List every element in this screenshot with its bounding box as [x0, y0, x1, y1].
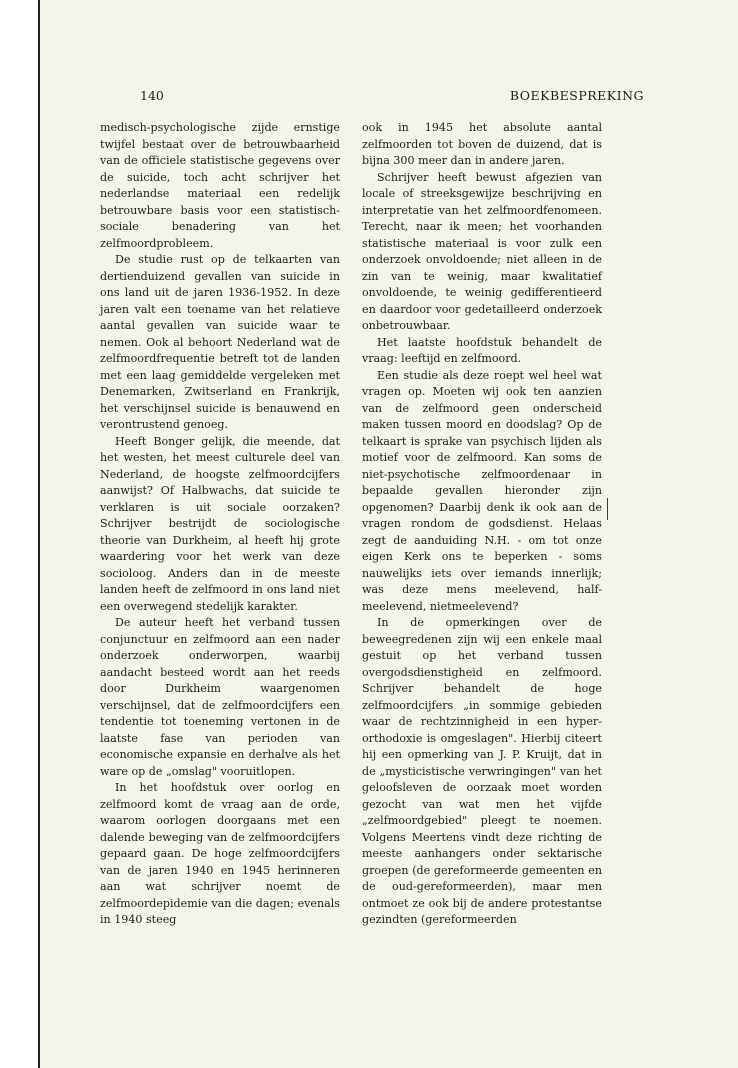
paragraph: ook in 1945 het absolute aantal zelfmoorden tot boven de duizend, dat is bijna 300 meer dan in andere jaren.	[362, 121, 602, 167]
running-title: BOEKBESPREKING	[509, 88, 644, 103]
paragraph: In de opmerkingen over de beweegredenen zijn wij een enkele maal gestuit op het verband tussen overgodsdienstigheid en zelfmoord. Schrijver behandelt de hoge zelfmoordcijfers „in sommige gebieden waar de rechtzinnigheid in een hyper-orthodoxie is omgeslagen". Hierbij citeert hij een opmerking van J. P. Kruijt, dat in de „mysticistische verwringingen" van het geloofsleven de oorzaak moet worden gezocht van wat men het vijfde „zelfmoordgebied" pleegt te noemen. Volgens Meertens vindt deze richting de meeste aanhangers onder sektarische groepen (de gereformeerde gemeenten en de oud-gereformeerden), maar men ontmoet ze ook bij de andere protestantse gezindten (gereformeerden	[362, 616, 602, 926]
paragraph: Heeft Bonger gelijk, die meende, dat het westen, het meest culturele deel van Nederland, de hoogste zelfmoordcijfers aanwijst? Of Halbwachs, dat suicide te verklaren is uit sociale oorzaken? Schrijver bestrijdt de sociologische theorie van Durkheim, al heeft hij grote waardering voor het werk van deze socioloog. Anders dan in de meeste landen heeft de zelfmoord in ons land niet een overwegend stedelijk karakter.	[100, 434, 340, 613]
paragraph: Schrijver heeft bewust afgezien van locale of streeksgewijze beschrijving en interpretatie van het zelfmoordfenomeen. Terecht, naar ik meen; het voorhanden statistische materiaal is voor zulk een onderzoek onvoldoende; niet alleen in de zin van te weinig, maar kwalitatief onvoldoende, te weinig gedifferentieerd en daardoor voor gedetailleerd onderzoek onbetrouwbaar.	[362, 170, 602, 332]
paragraph: Een studie als deze roept wel heel wat vragen op. Moeten wij ook ten aanzien van de zelfmoord geen onderscheid maken tussen moord en doodslag? Op de telkaart is sprake van psychisch lijden als motief voor de zelfmoord. Kan soms de niet-psychotische zelfmoordenaar in bepaalde gevallen hieronder zijn opgenomen? Daarbij denk ik ook aan de vragen rondom de godsdienst. Helaas zegt de aanduiding N.H. - om tot onze eigen Kerk ons te beperken - soms nauwelijks iets over iemands innerlijk; was deze mens meelevend, half-meelevend, nietmeelevend?	[362, 368, 602, 613]
paragraph: medisch-psychologische zijde ernstige twijfel bestaat over de betrouwbaarheid van de officiele statistische gegevens over de suicide, toch acht schrijver het nederlandse materiaal een redelijk betrouwbare basis voor een statistisch-sociale benadering van het zelfmoordprobleem.	[100, 121, 340, 250]
margin-mark	[607, 498, 608, 520]
paragraph: In het hoofdstuk over oorlog en zelfmoord komt de vraag aan de orde, waarom oorlogen doorgaans met een dalende beweging van de zelfmoordcijfers gepaard gaan. De hoge zelfmoordcijfers van de jaren 1940 en 1945 herinneren aan wat schrijver noemt de zelfmoordepidemie van die dagen; evenals in 1940 steeg	[100, 781, 340, 926]
paragraph: Het laatste hoofdstuk behandelt de vraag: leeftijd en zelfmoord.	[362, 335, 602, 365]
left-column	[100, 120, 340, 929]
paragraph: De auteur heeft het verband tussen conjunctuur en zelfmoord aan een nader onderzoek onderworpen, waarbij aandacht besteed wordt aan het reeds door Durkheim waargenomen verschijnsel, dat de zelfmoordcijfers een tendentie tot toeneming vertonen in de laatste fase van perioden van economische expansie en derhalve als het ware op de „omslag" vooruitlopen.	[100, 616, 340, 778]
paragraph: De studie rust op de telkaarten van dertienduizend gevallen van suicide in ons land uit de jaren 1936-1952. In deze jaren valt een toename van het relatieve aantal gevallen van suicide waar te nemen. Ook al behoort Nederland wat de zelfmoordfrequentie betreft tot de landen met een laag gemiddelde vergeleken met Denemarken, Zwitserland en Frankrijk, het verschijnsel suicide is benauwend en verontrustend genoeg.	[100, 253, 340, 431]
right-column	[362, 120, 602, 929]
page-number: 140	[140, 88, 164, 103]
